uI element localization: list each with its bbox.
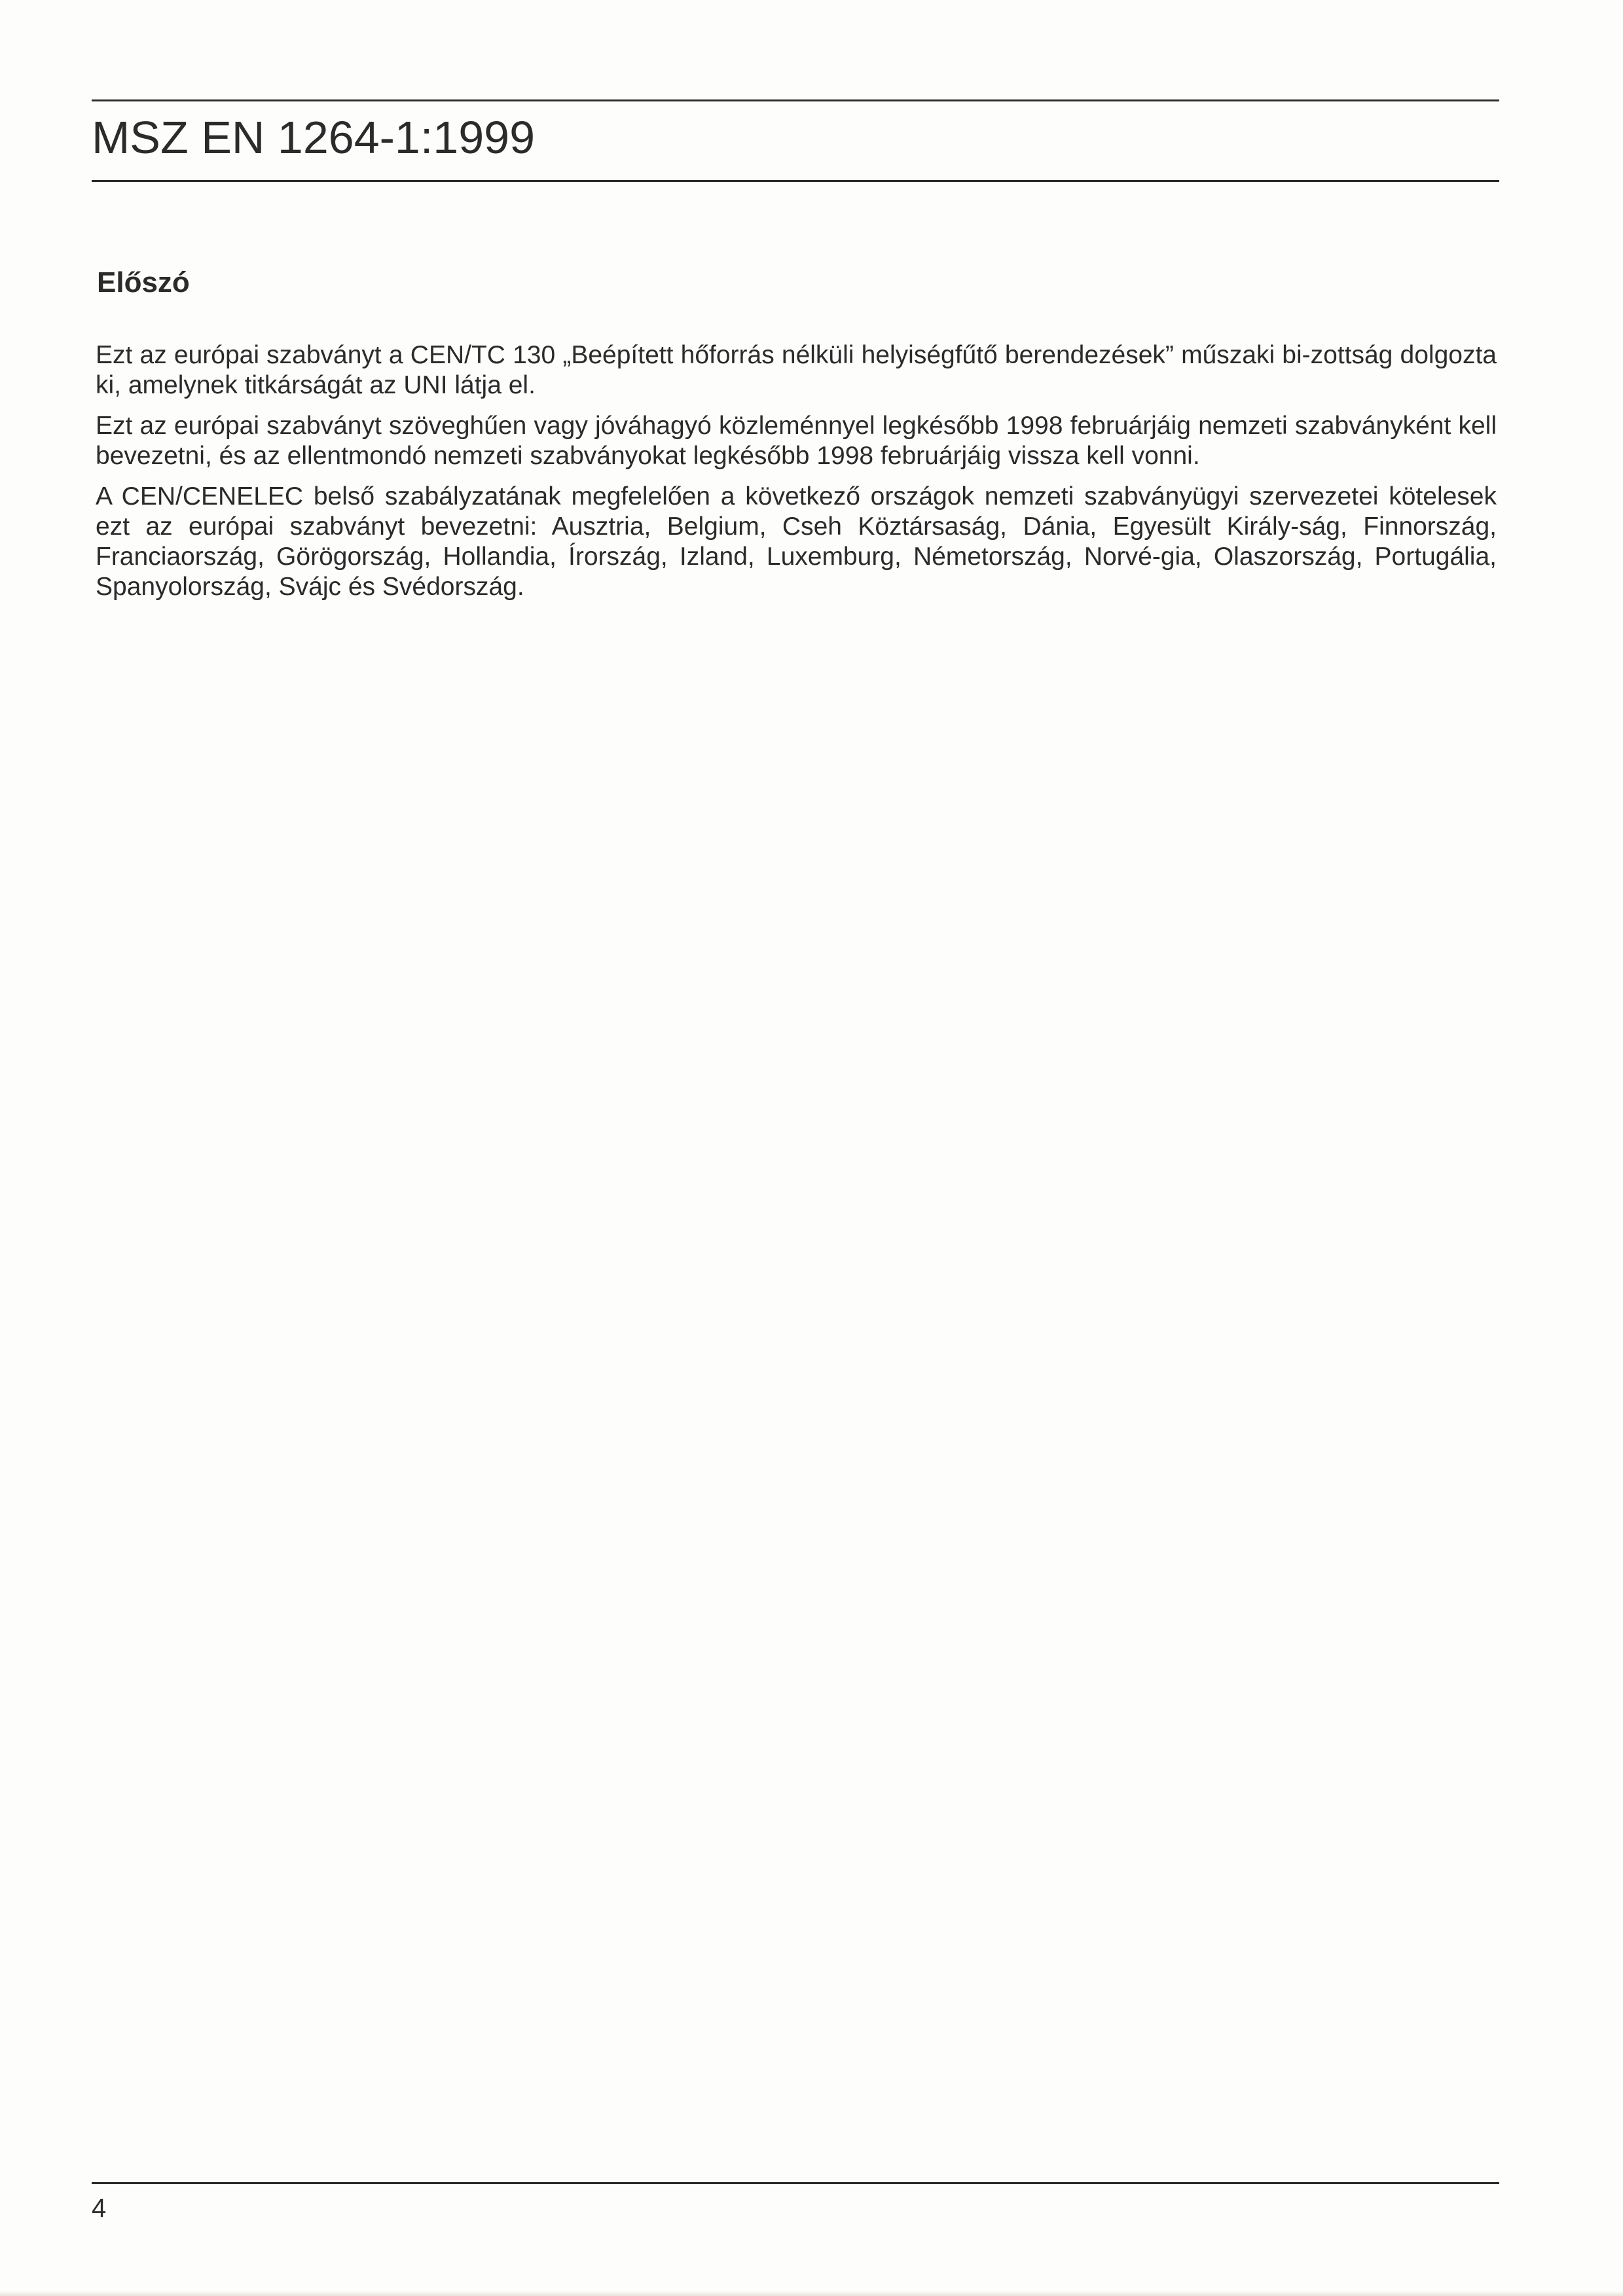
header-bottom-rule (92, 180, 1499, 182)
header-top-rule (92, 99, 1499, 101)
section-heading: Előszó (97, 266, 190, 298)
document-id: MSZ EN 1264-1:1999 (92, 112, 536, 163)
paragraph-3: A CEN/CENELEC belső szabályzatának megfelelően a következő országok nemzeti szabványügyi szervezetei kötelesek ezt az európai szabványt bevezetni: Ausztria, Belgium, Cseh Köztársaság, Dánia, Egyesült Király-ság, Finnország, Franciaország, Görögország, Hollandia, Írország, Izland, Luxemburg, Németország, Norvé-gia, Olaszország, Portugália, Spanyolország, Svájc és Svédország. (96, 482, 1497, 601)
scan-edge (0, 2291, 1623, 2296)
paragraph-2: Ezt az európai szabványt szöveghűen vagy jóváhagyó közleménnyel legkésőbb 1998 februárjáig nemzeti szabványként kell bevezetni, és az ellentmondó nemzeti szabványokat legkésőbb 1998 februárjáig vissza kell vonni. (96, 412, 1497, 470)
footer-rule (92, 2182, 1499, 2184)
paragraph-1: Ezt az európai szabványt a CEN/TC 130 „Beépített hőforrás nélküli helyiségfűtő berendezések” műszaki bi-zottság dolgozta ki, amelynek titkárságát az UNI látja el. (96, 341, 1497, 399)
section-body (96, 340, 1497, 613)
page-number: 4 (92, 2194, 107, 2223)
